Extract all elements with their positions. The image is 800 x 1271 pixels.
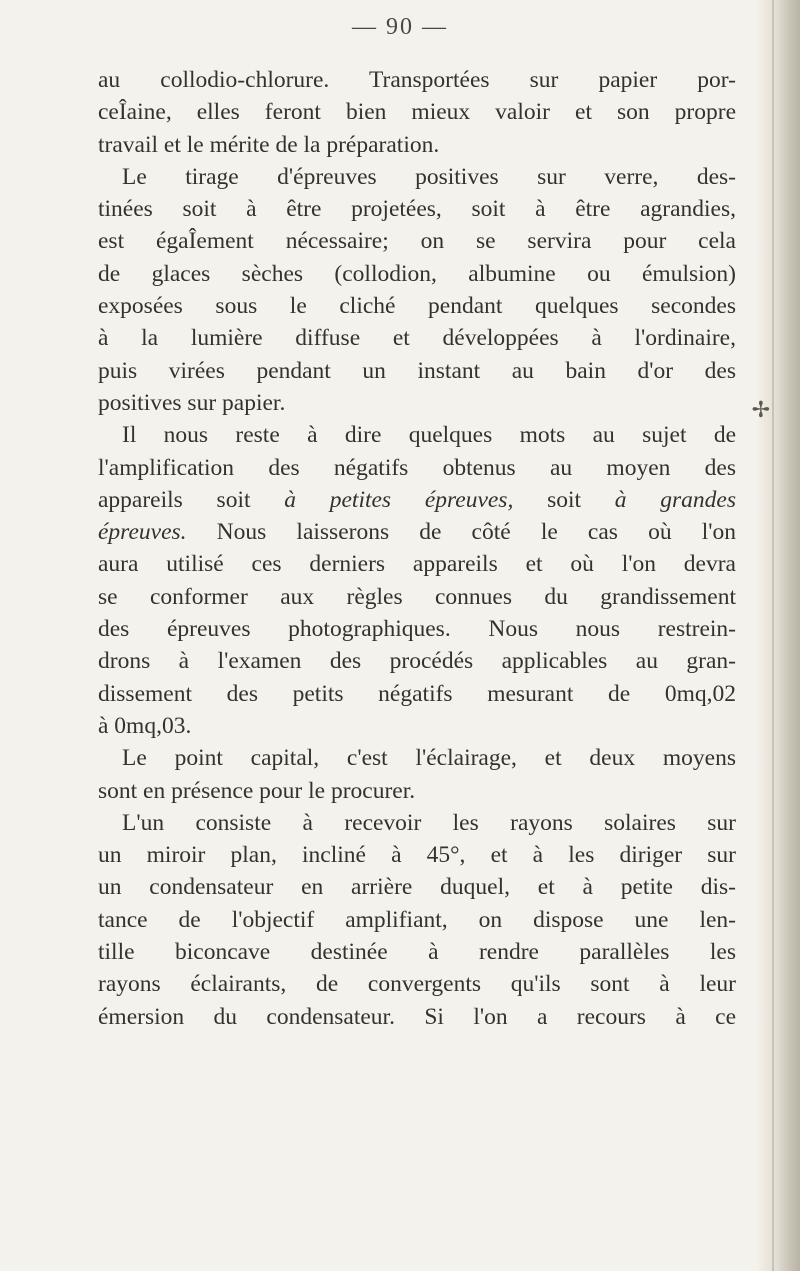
text-line: est égaÎement nécessaire; on se servira pour cela (98, 228, 736, 255)
text-line: des épreuves photographiques. Nous nous restrein- (98, 616, 736, 643)
text-line: positives sur papier. (98, 389, 286, 416)
text-line: émersion du condensateur. Si l'on a recours à ce (98, 1003, 736, 1030)
italic-phrase: épreuves. (98, 519, 187, 546)
text-line (98, 484, 736, 516)
text-fragment: Nous laisserons de côté le cas où l'on (186, 519, 736, 546)
text-line: drons à l'examen des procédés applicables au gran- (98, 648, 736, 675)
text-line: Le tirage d'épreuves positives sur verre, des- (122, 163, 736, 190)
text-line: exposées sous le cliché pendant quelques secondes (98, 293, 736, 320)
text-line: l'amplification des négatifs obtenus au moyen des (98, 454, 736, 481)
italic-phrase: à petites épreuves, (284, 486, 514, 513)
text-line: ceÎaine, elles feront bien mieux valoir et son propre (98, 99, 736, 126)
text-line: se conformer aux règles connues du grandissement (98, 583, 736, 610)
italic-phrase: à grandes (614, 486, 736, 513)
text-line: puis virées pendant un instant au bain d'or des (98, 357, 736, 384)
text-line: au collodio-chlorure. Transportées sur papier por- (98, 67, 736, 93)
page-binding-edge (758, 0, 800, 1271)
text-line: de glaces sèches (collodion, albumine ou émulsion) (98, 260, 736, 287)
text-line: aura utilisé ces derniers appareils et où l'on devra (98, 551, 736, 578)
text-line: tance de l'objectif amplifiant, on dispose une len- (98, 906, 736, 933)
text-line: rayons éclairants, de convergents qu'ils sont à leur (98, 971, 736, 998)
text-line: à la lumière diffuse et développées à l'ordinaire, (98, 325, 736, 352)
body-text (98, 64, 736, 1033)
text-line: un miroir plan, incliné à 45°, et à les diriger sur (98, 842, 736, 869)
text-line: un condensateur en arrière duquel, et à petite dis- (98, 874, 736, 901)
text-fragment: soit (513, 486, 615, 513)
text-line: sont en présence pour le procurer. (98, 777, 416, 804)
text-line: Il nous reste à dire quelques mots au sujet de (122, 422, 736, 449)
page-number: — 90 — (352, 14, 448, 40)
text-line: Le point capital, c'est l'éclairage, et deux moyens (122, 745, 736, 772)
page-fold-line (772, 0, 774, 1271)
text-line: à 0mq,03. (98, 712, 192, 739)
text-line: travail et le mérite de la préparation. (98, 131, 440, 158)
text-line: dissement des petits négatifs mesurant de 0mq,02 (98, 680, 736, 707)
text-line: L'un consiste à recevoir les rayons solaires sur (122, 809, 736, 836)
text-fragment: appareils soit (98, 486, 285, 513)
text-line (98, 516, 736, 548)
margin-mark: ✢ (751, 398, 770, 423)
text-line: tinées soit à être projetées, soit à être agrandies, (98, 196, 736, 223)
text-line: tille biconcave destinée à rendre parallèles les (98, 939, 736, 966)
